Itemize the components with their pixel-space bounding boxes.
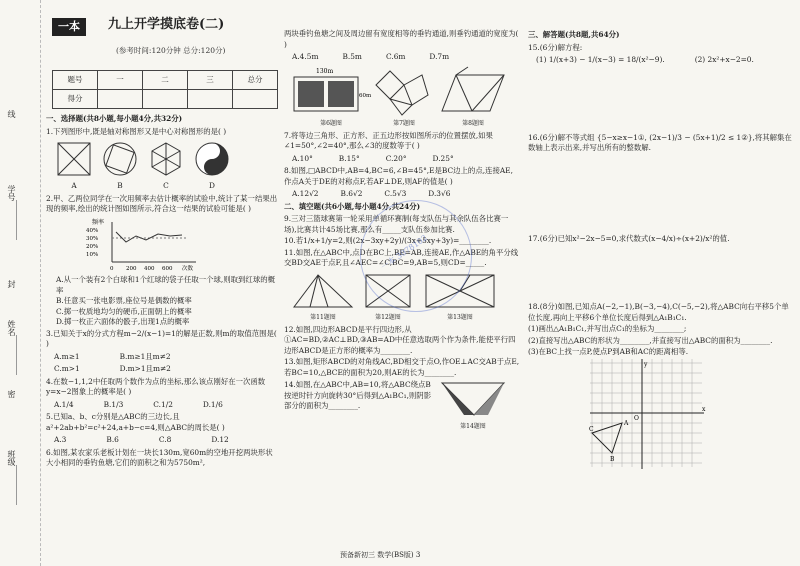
point-a-label: A	[624, 419, 629, 427]
rotation-figure	[438, 379, 508, 419]
parallelogram-figure	[438, 65, 508, 117]
margin-label-seal-2: 封	[7, 280, 16, 288]
q5-option: A.3	[54, 435, 67, 445]
q5-option: C.8	[158, 435, 172, 445]
y-tick: 20%	[86, 243, 99, 250]
score-header-cell: 一	[98, 71, 143, 90]
q3-options	[54, 352, 278, 363]
yinyang-figure	[192, 139, 232, 179]
answer-space[interactable]	[528, 68, 794, 132]
col1-body	[46, 112, 278, 470]
q5-option: B.6	[106, 435, 119, 445]
polygons-figure	[376, 65, 432, 117]
option-label: D	[209, 181, 215, 191]
q1-figures	[54, 139, 278, 179]
fishpond-figure	[292, 65, 370, 117]
fig-8	[438, 65, 508, 129]
figure-caption: 第13题图	[447, 314, 473, 322]
question-18: 18.(8分)如图,已知点A(−2,−1),B(−3,−4),C(−5,−2),将△ABC向右平移5个单位长度,再向上平移6个单位长度后得到△A₁B₁C₁.	[528, 302, 789, 322]
score-header-cell: 题号	[53, 71, 98, 90]
point-c-label: C	[589, 425, 594, 433]
binding-margin	[0, 0, 41, 566]
triangle-figure	[292, 271, 354, 311]
q6-8-figures	[292, 65, 520, 129]
fig-6	[292, 65, 370, 129]
q4-option: A.1/4	[54, 399, 74, 409]
question-4: 4.在数−1,1,2中任取两个数作为点的坐标,那么该点刚好在一次函数y=x−2图象上的概率是( )	[46, 376, 266, 397]
answer-space[interactable]	[528, 245, 794, 301]
q3-options	[54, 364, 278, 375]
q6-option: D.7m	[429, 52, 450, 62]
margin-label-name: 姓名	[7, 320, 16, 336]
question-7: 7.将等边三角形、正方形、正五边形按如图所示的位置摆放,如果∠1=50°,∠2=40°,那么∠3的度数等于( )	[284, 130, 493, 151]
fig-11	[292, 271, 354, 323]
section-heading: 一、选择题(共8小题,每小题4分,共32分)	[46, 114, 183, 123]
question-6-cont: 两块垂钓鱼塘之间及周边留有宽度相等的垂钓通道,则垂钓通道的宽度为( )	[284, 29, 519, 49]
chart-ylabel: 频率	[92, 218, 105, 226]
figure-caption: 第8题图	[462, 120, 484, 128]
circle-square-figure	[100, 139, 140, 179]
question-10: 10.若1/x+1/y=2,则(2x−3xy+2y)/(3x+5xy+3y)=________.	[284, 236, 492, 246]
q8-options	[292, 189, 520, 200]
section-heading: 三、解答题(共8题,共64分)	[528, 30, 620, 39]
y-tick: 30%	[86, 235, 99, 242]
section-heading: 二、填空题(共6小题,每小题4分,共24分)	[284, 201, 421, 211]
question-13: 13.如图,矩形ABCD的对角线AC,BD相交于点O,作OE⊥AC交AB于点E,若BC=10,△BCE的面积为20,则AE的长为________.	[284, 357, 520, 377]
q14-block	[284, 379, 520, 431]
q6-option: B.5m	[342, 52, 362, 62]
q15-part: (1) 1/(x+3) − 1/(x−3) = 18/(x²−9).	[536, 55, 665, 65]
option-label: B	[117, 181, 123, 191]
q2-option: C.掷一枚质地均匀的硬币,正面朝上的概率	[56, 306, 192, 316]
q5-option: D.12	[211, 435, 229, 445]
q3-option: C.m>1	[54, 364, 80, 374]
watermark-stamp	[360, 200, 472, 312]
q7-option: D.25°	[432, 153, 454, 163]
q2-option: A.从一个装有2个白球和1个红球的袋子任取一个球,则取到红球的概率	[56, 275, 275, 295]
q8-option: C.5√3	[384, 189, 407, 199]
column-1	[46, 0, 278, 566]
q3-option: A.m≥1	[54, 351, 80, 361]
margin-line	[16, 200, 17, 240]
q8-option: D.3√6	[428, 189, 451, 199]
x-tick: 400	[144, 265, 155, 272]
q3-option: D.m>1且m≠2	[119, 364, 171, 374]
q15-parts	[536, 55, 794, 66]
q6-option: A.4.5m	[292, 52, 319, 62]
col3-body	[528, 28, 794, 474]
score-header-cell: 二	[143, 71, 188, 90]
page-footer: 预备新初三 数学(BS版) 3	[340, 551, 421, 559]
x-tick: 0	[110, 265, 114, 272]
q15-part: (2) 2x²+x−2=0.	[694, 55, 754, 65]
column-3	[528, 0, 794, 566]
brand-badge: 一本	[52, 18, 86, 36]
question-18-1: (1)画出△A₁B₁C₁,并写出点C₁的坐标为________;	[528, 324, 687, 334]
hexagon-figure	[146, 139, 186, 179]
score-label-cell: 得分	[53, 90, 98, 109]
q7-options	[292, 154, 520, 165]
q2-option: D.掷一枚正六面体的骰子,出现1点的概率	[56, 317, 190, 327]
axis-y-label: y	[644, 360, 648, 368]
score-table	[52, 70, 278, 109]
q2-option: B.任意买一张电影票,座位号是偶数的概率	[56, 296, 192, 306]
score-input-cell[interactable]	[188, 90, 233, 109]
q7-option: B.15°	[338, 153, 360, 163]
option-label: C	[163, 181, 169, 191]
x-tick: 200	[126, 265, 137, 272]
q5-options	[54, 435, 278, 446]
figure-caption: 第12题图	[375, 314, 401, 322]
question-1: 1.下列图形中,既是轴对称图形又是中心对称图形的是( )	[46, 126, 227, 136]
y-tick: 40%	[86, 227, 99, 234]
figure-caption: 第7题图	[393, 120, 415, 128]
fig6-width: 60m	[359, 92, 372, 99]
question-6: 6.如图,某农家乐老板计划在一块长130m,宽60m的空地开挖两块形状大小相同的垂钓鱼塘,它们的面积之和为5750m²,	[46, 447, 273, 468]
fig-7	[376, 65, 432, 129]
q7-option: A.10°	[292, 153, 313, 163]
q8-option: A.12√2	[292, 189, 319, 199]
score-header-cell: 三	[188, 71, 233, 90]
question-17: 17.(6分)已知x²−2x−5=0,求代数式(x−4/x)÷(x+2)/x²的值.	[528, 233, 730, 243]
point-b-label: B	[610, 455, 615, 463]
frequency-chart	[86, 216, 206, 272]
question-15: 15.(6分)解方程:	[528, 42, 583, 52]
question-2: 2.甲、乙两位同学在一次用频率去估计概率的试验中,统计了某一结果出现的频率,绘出的统计图如图所示,符合这一结果的试验可能是( )	[46, 193, 278, 214]
margin-line	[16, 465, 17, 505]
chart-xlabel: 次数	[182, 265, 194, 272]
q3-option: B.m≥1且m≠2	[119, 351, 171, 361]
fig6-length: 130m	[316, 67, 334, 75]
q8-option: B.6√2	[340, 189, 363, 199]
margin-line	[16, 335, 17, 375]
score-header-cell: 总分	[233, 71, 278, 90]
stamp-text: 一本 3078102	[379, 233, 429, 272]
score-input-cell[interactable]	[233, 90, 278, 109]
question-18-3: (3)在BC上找一点P,使点P到AB和AC的距离相等.	[528, 347, 689, 357]
question-12: 12.如图,四边形ABCD是平行四边形,从①AC=BD,②AC⊥BD,③AB=AD中任意选取两个作为条件,能使平行四边形ABCD是正方形的概率为________.	[284, 324, 516, 355]
q4-option: B.1/3	[103, 399, 124, 409]
q6-option: C.6m	[385, 52, 406, 62]
figure-caption: 第11题图	[310, 314, 336, 322]
q4-options	[54, 400, 278, 411]
question-14: 14.如图,在△ABC中,AB=10,将△ABC绕点B按逆时针方向旋转30°后得到△A₁BC₁,则阴影部分的面积为________.	[284, 380, 432, 411]
page-subtitle: (参考时间:120分钟 总分:120分)	[116, 46, 226, 55]
q7-option: C.20°	[385, 153, 407, 163]
q6-options	[292, 52, 520, 63]
score-input-cell[interactable]	[98, 90, 143, 109]
question-9: 9.三对三篮球赛第一轮采用单循环赛制(每支队伍与其余队伍各比赛一场),比赛共计45场比赛,那么有_____支队伍参加比赛.	[284, 214, 509, 234]
coordinate-grid	[590, 359, 710, 471]
pinwheel-square-figure	[54, 139, 94, 179]
figure-caption: 第6题图	[320, 120, 342, 128]
q4-option: D.1/6	[202, 399, 223, 409]
question-11: 11.如图,在△ABC中,点D在BC上,BE=AB,连接AE,作△ABE的角平分线交BD交AE于点F,且∠AEC=∠C,BC=9,AB=5,则CD=_____.	[284, 247, 519, 268]
question-5: 5.已知a、b、c分别是△ABC的三边长,且a²+2ab+b²=c²+24,a+b−c=4,则△ABC的周长是( )	[46, 412, 225, 432]
margin-label-id: 学号	[7, 185, 16, 201]
q4-option: C.1/2	[153, 399, 173, 409]
answer-space[interactable]	[528, 155, 794, 233]
axis-x-label: x	[702, 405, 706, 413]
q1-labels	[54, 181, 278, 192]
x-tick: 600	[162, 265, 173, 272]
fig-14	[438, 379, 508, 431]
origin-label: O	[634, 414, 639, 422]
margin-label-seal-3: 密	[7, 390, 16, 398]
question-3: 3.已知关于x的分式方程m−2/(x−1)=1的解是正数,则m的取值范围是( )	[46, 328, 277, 349]
margin-label-class: 班级	[7, 450, 16, 466]
question-16: 16.(6分)解不等式组 {5−x≥x−1①, (2x−1)/3 − (5x+1)/2 ≤ 1②},将其解集在数轴上表示出来,并写出所有的整数解.	[528, 132, 792, 153]
y-tick: 10%	[86, 251, 99, 258]
figure-caption: 第14题图	[460, 422, 486, 430]
question-8: 8.如图,□ABCD中,AB=4,BC=6,∠B=45°,E是BC边上的点,连接AE,作点A关于DE的对称点F,若AF⊥DE,则AF的值是( )	[284, 166, 513, 186]
page-title: 九上开学摸底卷(二)	[108, 17, 225, 32]
margin-label-seal-1: 线	[7, 110, 16, 118]
option-label: A	[71, 181, 77, 191]
question-18-2: (2)直接写出△ABC的形状为________,并直接写出△ABC的面积为________.	[528, 335, 773, 345]
score-input-cell[interactable]	[143, 90, 188, 109]
header	[46, 0, 278, 40]
